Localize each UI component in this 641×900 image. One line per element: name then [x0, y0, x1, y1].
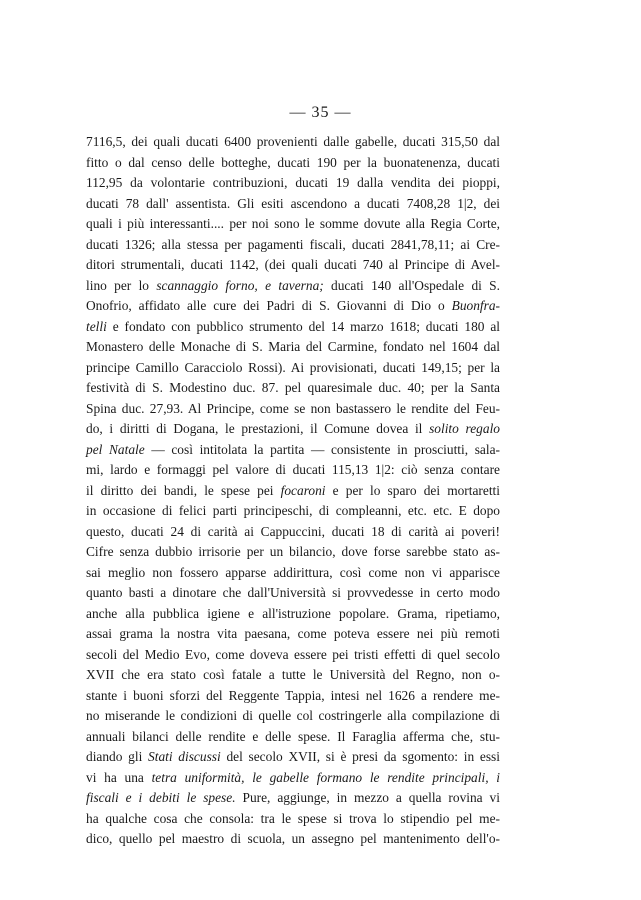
- text-line: [86, 768, 500, 789]
- text-line: [86, 214, 500, 235]
- text-segment: questo, ducati 24 di carità ai Cappuccini, ducati 18 di carità ai poveri!: [86, 523, 500, 539]
- text-line: [86, 440, 500, 461]
- text-segment: annuali bilanci delle rendite e delle spese. Il Faraglia afferma che, stu-: [86, 728, 500, 744]
- text-line: [86, 788, 500, 809]
- text-segment: XVII che era stato così fatale a tutte le Università del Regno, non o-: [86, 667, 500, 682]
- text-line: [86, 686, 500, 707]
- text-segment: festività di S. Modestino duc. 87. pel quaresimale duc. 40; per la Santa: [86, 380, 500, 395]
- text-line: [86, 583, 500, 604]
- text-line: [86, 173, 500, 194]
- text-segment: lino per lo: [86, 277, 157, 293]
- text-segment: Spina duc. 27,93. Al Principe, come se non bastassero le rendite del Feu-: [86, 400, 500, 416]
- text-segment: stante i buoni sforzi del Reggente Tappia, intesi nel 1626 a rendere me-: [86, 687, 500, 703]
- text-segment: quanto basti a dinotare che dall'Università si provvedesse in certo modo: [86, 585, 500, 600]
- text-segment: fitto o dal censo delle botteghe, ducati 190 per la buonatenenza, ducati: [86, 154, 500, 170]
- text-segment: secoli del Medio Evo, come doveva essere pei tristi effetti di quel secolo: [86, 646, 500, 662]
- text-segment: e fondato con pubblico strumento del 14 marzo 1618; ducati 180 al: [106, 318, 500, 334]
- text-line: [86, 829, 500, 850]
- text-line: [86, 522, 500, 543]
- text-line: [86, 296, 500, 317]
- text-segment: principe Camillo Caracciolo Rossi). Ai provisionati, ducati 149,15; per la: [86, 359, 500, 375]
- text-segment: Pure, aggiunge, in mezzo a quella rovina vi: [235, 790, 500, 805]
- text-line: [86, 563, 500, 584]
- text-line: [86, 132, 500, 153]
- italic-text: focaroni: [280, 482, 326, 498]
- text-segment: sai meglio non fossero apparse addirittura, così come non vi apparisce: [86, 564, 500, 580]
- text-segment: ditori strumentali, ducati 1142, (dei quali ducati 740 al Principe di Avel-: [86, 257, 500, 272]
- text-segment: ducati 140 all'Ospedale di S.: [323, 277, 500, 293]
- text-segment: e per lo sparo dei mortaretti: [325, 482, 500, 498]
- text-line: [86, 337, 500, 358]
- text-line: [86, 460, 500, 481]
- text-segment: ducati 1326; alla stessa per pagamenti fiscali, ducati 2841,78,11; ai Cre-: [86, 236, 500, 252]
- text-line: [86, 501, 500, 522]
- text-line: [86, 645, 500, 666]
- text-line: [86, 624, 500, 645]
- text-segment: ha qualche cosa che consola: tra le spese si trova lo stipendio pel me-: [86, 810, 500, 826]
- text-line: [86, 419, 500, 440]
- text-line: [86, 358, 500, 379]
- text-line: [86, 706, 500, 727]
- text-segment: diando gli: [86, 749, 149, 764]
- text-segment: il diritto dei bandi, le spese pei: [86, 482, 281, 498]
- text-segment: do, i diritti di Dogana, le prestazioni, il Comune dovea il: [86, 421, 430, 436]
- italic-text: scannaggio forno, e taverna;: [156, 277, 324, 293]
- text-segment: Monastero delle Monache di S. Maria del Carmine, fondato nel 1604 dal: [86, 339, 500, 354]
- text-line: [86, 604, 500, 625]
- text-line: [86, 481, 500, 502]
- text-segment: — così intitolata la partita — consistente in prosciutti, sala-: [144, 441, 500, 457]
- text-line: [86, 542, 500, 563]
- text-line: [86, 809, 500, 830]
- text-segment: 7116,5, dei quali ducati 6400 provenienti dalle gabelle, ducati 315,50 dal: [86, 134, 500, 149]
- text-line: [86, 747, 500, 768]
- text-segment: mi, lardo e formaggi pel valore di ducati 115,13 1|2: ciò senza contare: [86, 462, 500, 477]
- text-segment: anche alla pubblica igiene e all'istruzione popolare. Grama, ripetiamo,: [86, 605, 500, 621]
- text-line: [86, 235, 500, 256]
- text-segment: Onofrio, affidato alle cure dei Padri di S. Giovanni di Dio o: [86, 298, 452, 313]
- text-segment: dico, quello pel maestro di scuola, un assegno pel mantenimento dell'o-: [86, 831, 500, 846]
- italic-text: pel Natale: [86, 441, 145, 457]
- text-line: [86, 378, 500, 399]
- italic-text: telli: [86, 318, 107, 334]
- text-segment: del secolo XVII, si è presi da sgomento: in essi: [220, 749, 500, 764]
- text-segment: vi ha una: [86, 769, 152, 785]
- text-line: [86, 255, 500, 276]
- text-segment: quali i più interessanti.... per noi sono le somme dovute alla Regia Corte,: [86, 216, 500, 231]
- text-segment: no miserande le condizioni di quelle col costringerle alla compilazione di: [86, 708, 500, 723]
- text-segment: assai grama la nostra vita paesana, come poteva essere nei più remoti: [86, 626, 500, 641]
- italic-text: fiscali e i debiti le spese.: [86, 790, 236, 805]
- page-body-text: [86, 132, 500, 850]
- italic-text: tetra uniformità, le gabelle formano le rendite principali, i: [151, 769, 500, 785]
- italic-text: solito regalo: [429, 421, 500, 436]
- text-line: [86, 194, 500, 215]
- text-line: [86, 276, 500, 297]
- italic-text: Buonfra-: [451, 298, 500, 313]
- text-segment: ducati 78 dall' assentista. Gli esiti ascendono a ducati 7408,28 1|2, dei: [86, 195, 500, 211]
- text-line: [86, 399, 500, 420]
- text-segment: Cifre senza dubbio irrisorie per un bilancio, dove forse sarebbe stato as-: [86, 544, 500, 559]
- text-line: [86, 317, 500, 338]
- text-line: [86, 153, 500, 174]
- text-segment: 112,95 da volontarie contribuzioni, ducati 19 dalla vendita dei pioppi,: [86, 175, 500, 190]
- text-segment: in occasione di felici parti principeschi, di compleanni, etc. etc. E dopo: [86, 503, 500, 518]
- page-number: — 35 —: [289, 104, 352, 121]
- italic-text: Stati discussi: [148, 749, 221, 764]
- text-line: [86, 665, 500, 686]
- text-line: [86, 727, 500, 748]
